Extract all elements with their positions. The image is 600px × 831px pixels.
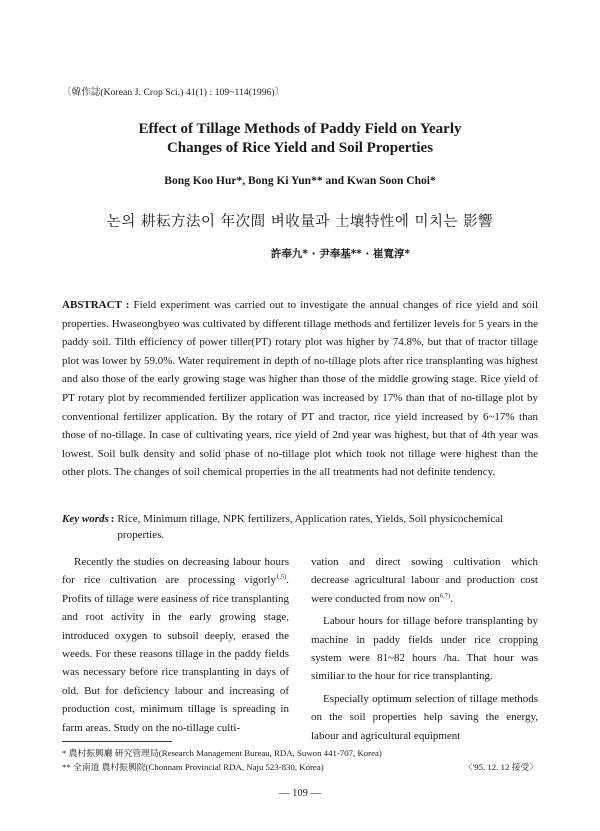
citation-ref: 6,7) [439, 592, 451, 600]
citation-ref: 1,5) [275, 573, 287, 581]
left-p1-text-a: Recently the studies on decreasing labour hours for rice cultivation are processing vigorly [62, 556, 289, 587]
footnote-1: * 農村振興廳 硏究管理局(Research Management Bureau, RDA, Suwon 441-707, Korea) [62, 748, 382, 758]
title-line-2: Changes of Rice Yield and Soil Properties [166, 140, 434, 156]
abstract [62, 296, 538, 482]
left-p1-text-b: . Profits of tillage were easiness of rice transplanting and root activity in the early growing stage, introduced oxygen to subsoil deeply, erased the weeds. For these reasons tillage in the paddy fields was necessary before rice transplanting in days of old. But for deficiency labour and increasing of production cost, minimum tillage is spreading in farm areas. Study on the no-tillage culti- [62, 574, 289, 734]
keywords-label: Key words [62, 513, 109, 525]
journal-reference: 〔韓作誌(Korean J. Crop Sci.) 41(1) : 109~114(1996)〕 [62, 88, 285, 98]
abstract-label: ABSTRACT : [62, 299, 130, 311]
right-paragraph-3: Especially optimum selection of tillage methods on the soil properties help saving the energy, labour and agricultural equipment [311, 692, 538, 742]
authors: Bong Koo Hur*, Bong Ki Yun** and Kwan Soon Choi* [164, 175, 436, 187]
korean-title: 논의 耕耘方法이 年次間 벼收量과 土壤特性에 미치는 影響 [106, 214, 494, 230]
footnote-2: ** 全南道 農村振興院(Chonnam Provincial RDA, Naju 523-830, Korea) [62, 762, 324, 772]
right-paragraph-2: Labour hours for tillage before transplanting by machine in paddy fields under rice cropping system were 81~82 hours /ha. That hour was similiar to the hour for rice transplanting. [311, 615, 538, 683]
page-number: — 109 — [279, 788, 321, 799]
right-p1-text-b: . [450, 592, 453, 605]
footnote-divider [62, 741, 172, 742]
abstract-text: Field experiment was carried out to investigate the annual changes of rice yield and soil properties. Hwaseongbyeo was cultivated by different tillage methods and fertilizer levels for 5 years in the paddy soil. Tilth efficiency of power tiller(PT) rotary plot was higher by 74.8%, but that of tractor tillage plot was lower by 59.0%. Water requirement in depth of no-tillage plots after rice transplanting was highest and also those of the early growing stage was higher than those of the middle growing stage. Rice yield of PT rotary plot by recommended fertilizer application was increased by 17% than that of no-tillage plot by conventional fertilizer application. By the rotary of PT and tractor, rice yield increased by 6~17% than those of no-tillage. In case of cultivating years, rice yield of 2nd year was highest, but that of 4th year was lowest. Soil bulk density and solid phase of no-tillage plot which took not tillage were highest than the other plots. The changes of soil chemical properties in the all treatments had not definite tendency. [62, 299, 538, 479]
keywords [62, 511, 540, 543]
korean-authors: 許奉九* · 尹奉基** · 崔寬淳* [270, 248, 410, 260]
paper-title [40, 120, 560, 158]
keywords-text: Rice, Minimum tillage, NPK fertilizers, Application rates, Yields, Soil physicochemical properties. [117, 513, 504, 541]
keywords-separator: : [110, 513, 115, 525]
received-date: 〈'95. 12. 12 接受〉 [463, 762, 538, 772]
right-paragraph-1 [311, 553, 538, 608]
left-paragraph-1 [62, 553, 289, 737]
title-line-1: Effect of Tillage Methods of Paddy Field on Yearly [138, 121, 462, 137]
body-left-column [62, 553, 289, 737]
body-right-column [311, 553, 538, 745]
right-p1-text-a: vation and direct sowing cultivation which decrease agricultural labour and production cost were conducted from now on [311, 556, 538, 605]
